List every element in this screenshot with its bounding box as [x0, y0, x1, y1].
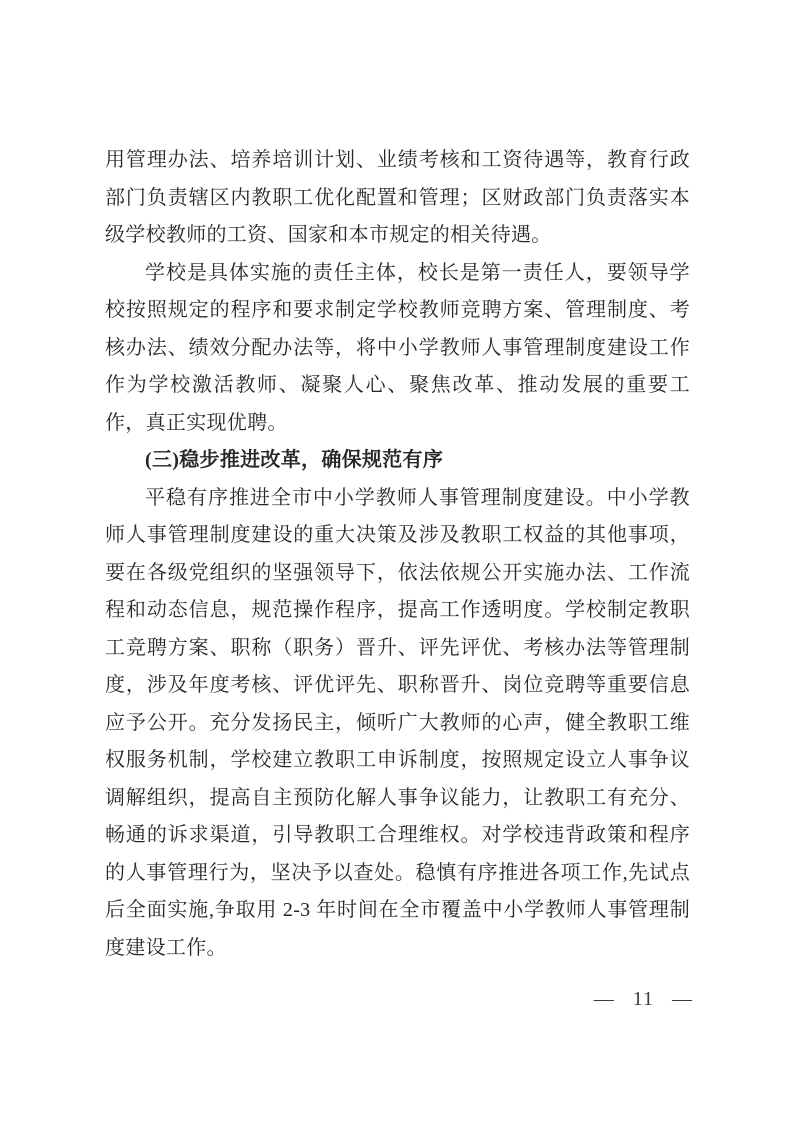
text-block: [105, 142, 690, 967]
section-heading: (三)稳步推进改革，确保规范有序: [145, 449, 444, 471]
body-paragraph: 学校是具体实施的责任主体，校长是第一责任人，要领导学校按照规定的程序和要求制定学校教师竞聘方案、管理制度、考核办法、绩效分配办法等，将中小学教师人事管理制度建设工作作为学校激活教师、凝聚人心、聚焦改革、推动发展的重要工作，真正实现优聘。: [105, 261, 690, 434]
page-number-text: — 11 —: [593, 988, 693, 1010]
page-number: [594, 988, 693, 1011]
body-paragraph: 平稳有序推进全市中小学教师人事管理制度建设。中小学教师人事管理制度建设的重大决策及涉及教职工权益的其他事项，要在各级党组织的坚强领导下，依法依规公开实施办法、工作流程和动态信息，规范操作程序，提高工作透明度。学校制定教职工竞聘方案、职称（职务）晋升、评先评优、考核办法等管理制度，涉及年度考核、评优评先、职称晋升、岗位竞聘等重要信息应予公开。充分发扬民主，倾听广大教师的心声，健全教职工维权服务机制，学校建立教职工申诉制度，按照规定设立人事争议调解组织，提高自主预防化解人事争议能力，让教职工有充分、畅通的诉求渠道，引导教职工合理维权。对学校违背政策和程序的人事管理行为，坚决予以查处。稳慎有序推进各项工作,先试点后全面实施,争取用 2-3 年时间在全市覆盖中小学教师人事管理制度建设工作。: [105, 486, 690, 959]
body-paragraph-continuation: 用管理办法、培养培训计划、业绩考核和工资待遇等，教育行政部门负责辖区内教职工优化配置和管理；区财政部门负责落实本级学校教师的工资、国家和本市规定的相关待遇。: [105, 149, 690, 246]
